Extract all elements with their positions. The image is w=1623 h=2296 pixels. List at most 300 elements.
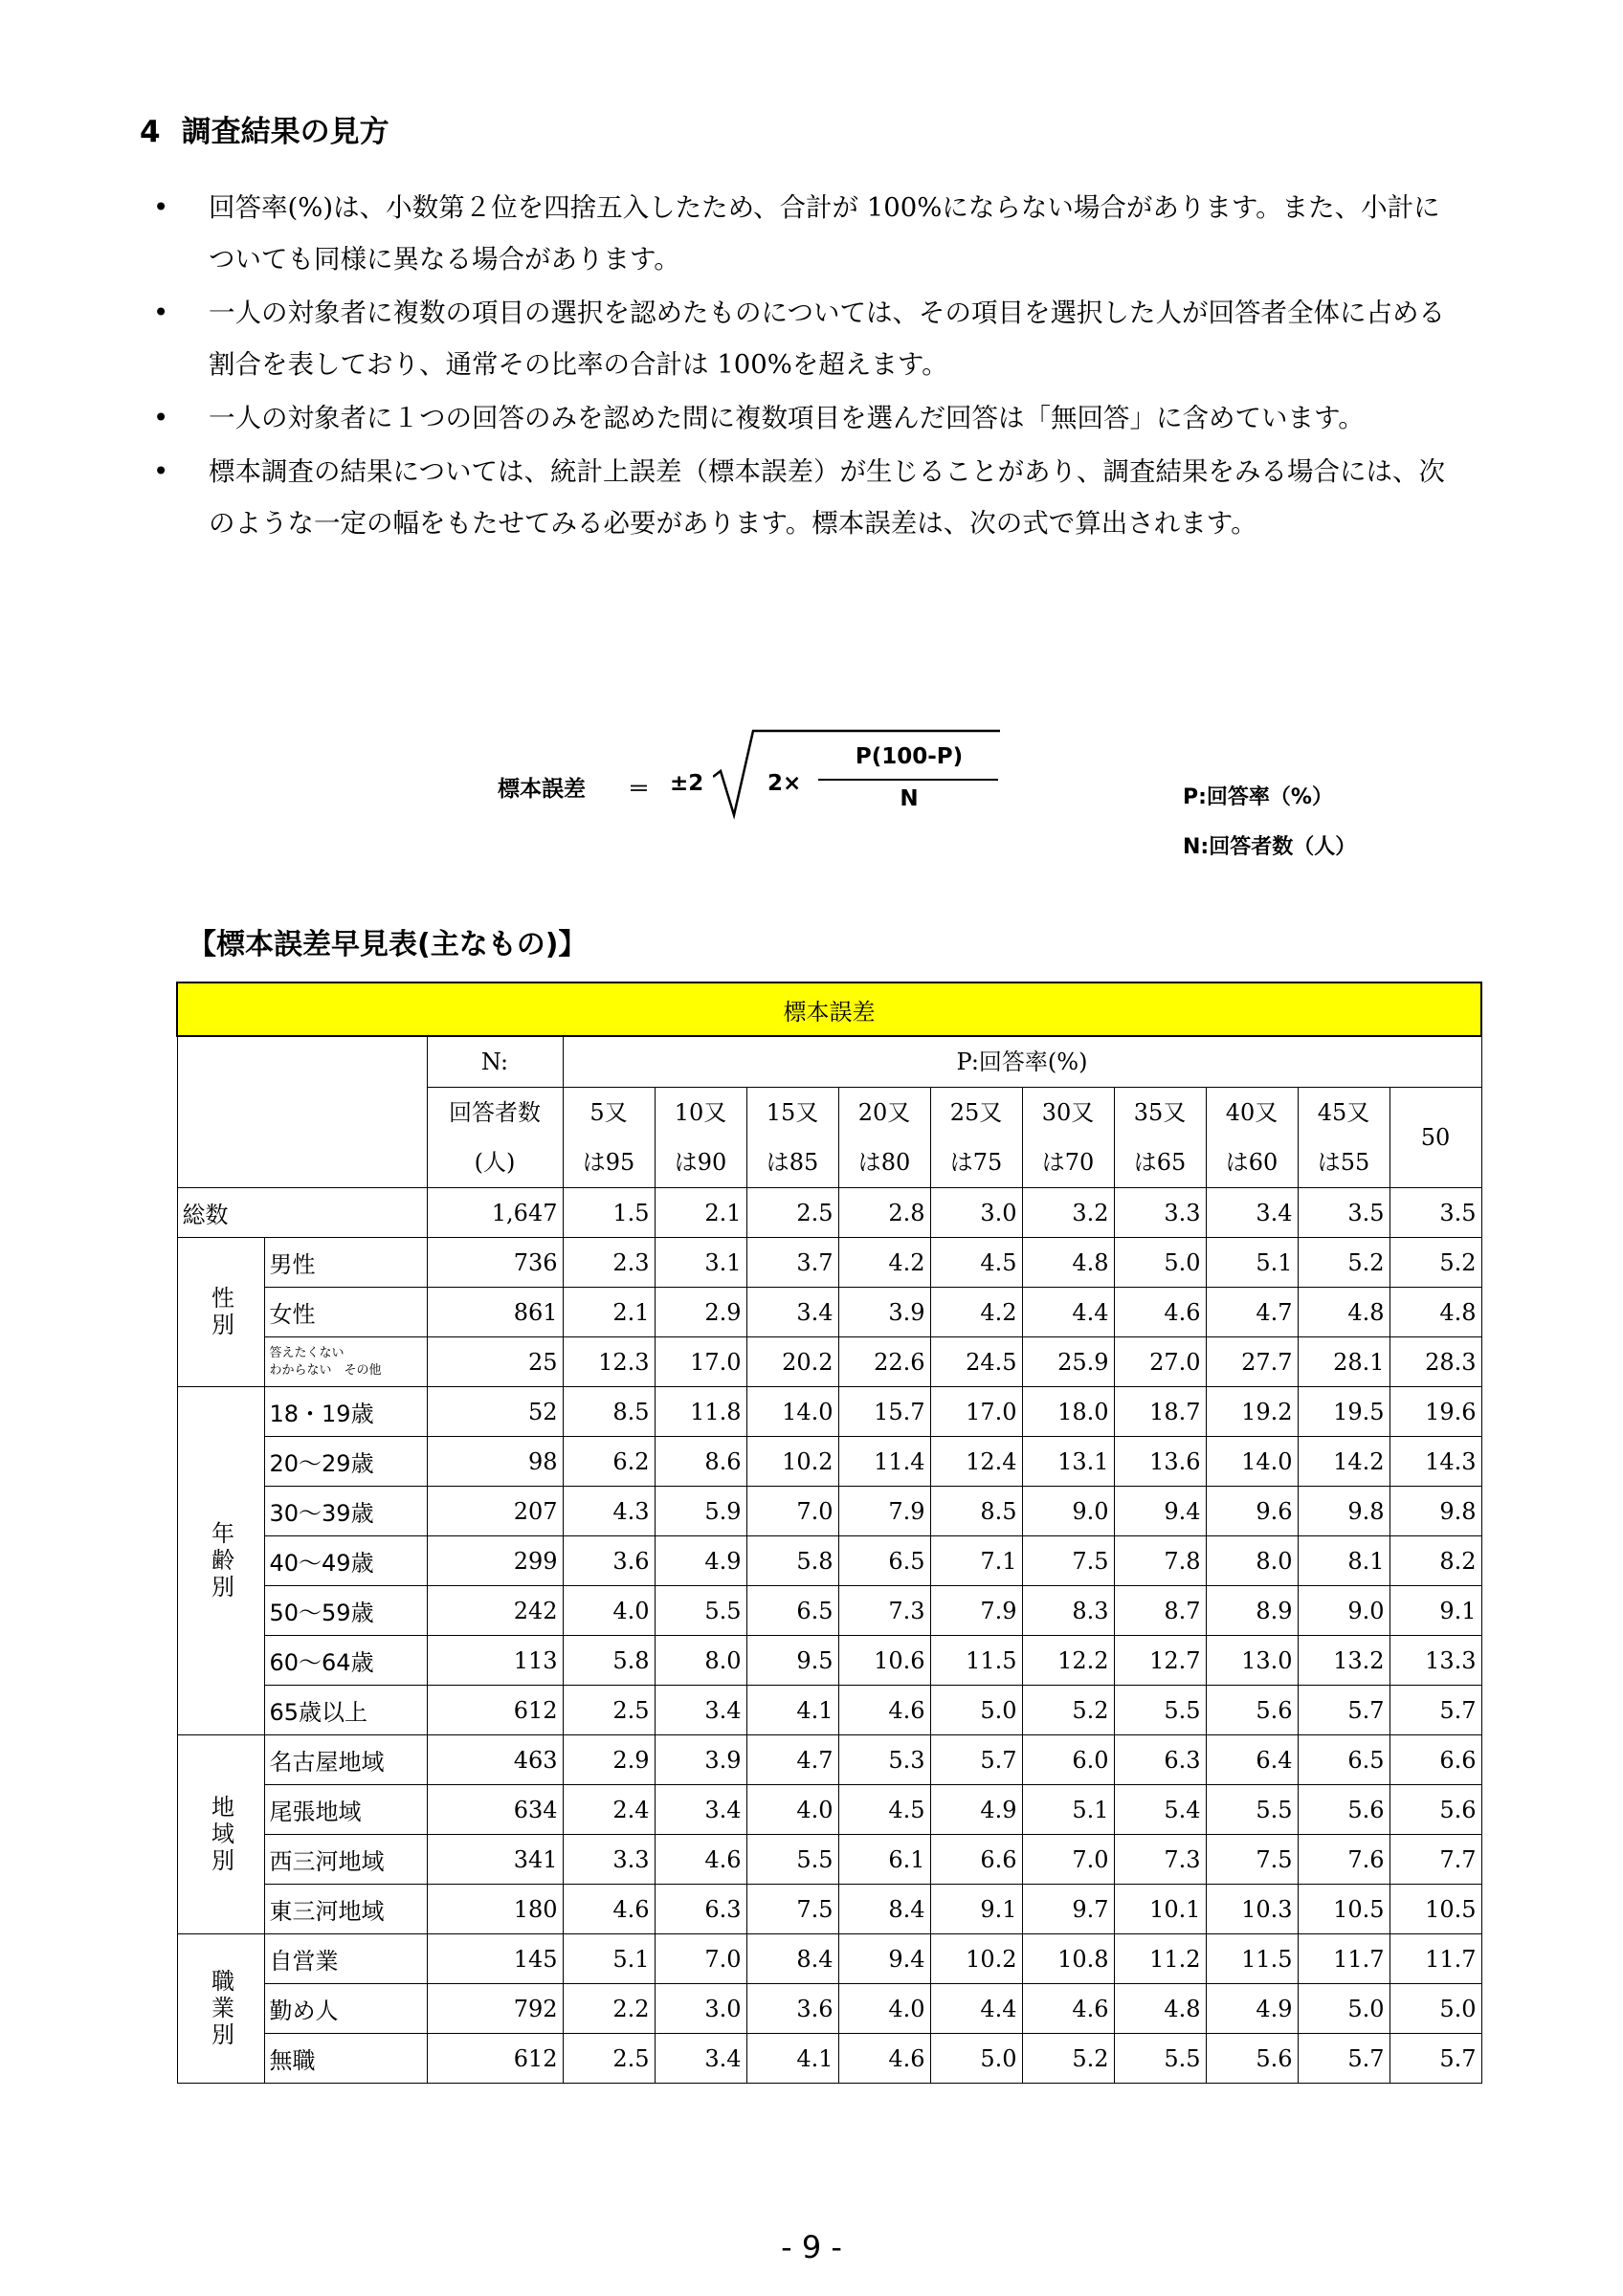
p-column-header [1114,1088,1206,1188]
value-cell: 5.1 [1022,1785,1114,1835]
value-cell: 3.4 [1206,1188,1298,1238]
row-label: 18・19歳 [264,1387,427,1437]
value-cell: 3.6 [746,1984,838,2034]
value-cell: 7.5 [746,1885,838,1934]
row-n: 612 [427,2034,563,2084]
table-row-total [177,1188,1481,1238]
value-cell: 5.2 [1022,2034,1114,2084]
table-row [177,1487,1481,1536]
value-cell: 3.2 [1022,1188,1114,1238]
value-cell: 5.5 [655,1586,746,1636]
section-heading [140,107,389,150]
p-column-bot: は70 [1041,1149,1095,1176]
value-cell: 14.0 [746,1387,838,1437]
value-cell: 11.7 [1390,1934,1481,1984]
header-corner [177,1036,427,1188]
row-n: 299 [427,1536,563,1586]
value-cell: 8.2 [1390,1536,1481,1586]
p-column-bot: は90 [674,1149,727,1176]
value-cell: 3.3 [563,1835,655,1885]
n-header-bot: (人) [474,1149,516,1176]
value-cell: 18.0 [1022,1387,1114,1437]
p-column-header [563,1088,655,1188]
value-cell: 12.2 [1022,1636,1114,1686]
p-column-header [1298,1088,1390,1188]
bullet-item [153,287,1455,390]
section-number: 4 [140,115,161,149]
row-n: 612 [427,1686,563,1735]
value-cell: 2.1 [655,1188,746,1238]
table-row [177,2034,1481,2084]
row-label: 男性 [264,1238,427,1288]
value-cell: 8.9 [1206,1586,1298,1636]
row-label: 50～59歳 [264,1586,427,1636]
p-column-bot: は55 [1317,1149,1370,1176]
bullet-list [153,182,1455,551]
value-cell: 11.5 [1206,1934,1298,1984]
value-cell: 9.4 [838,1934,930,1984]
value-cell: 3.0 [930,1188,1022,1238]
value-cell: 4.1 [746,1686,838,1735]
value-cell: 22.6 [838,1337,930,1387]
value-cell: 5.7 [1390,1686,1481,1735]
row-label: 30～39歳 [264,1487,427,1536]
value-cell: 3.7 [746,1238,838,1288]
category-text: 職業別 [207,1968,234,2049]
value-cell: 15.7 [838,1387,930,1437]
value-cell: 2.9 [655,1288,746,1337]
value-cell: 7.1 [930,1536,1022,1586]
p-column-top: 20又 [857,1099,911,1126]
value-cell: 7.3 [838,1586,930,1636]
n-header-cell [427,1088,563,1188]
value-cell: 6.1 [838,1835,930,1885]
bullet-dot: • [153,403,169,433]
value-cell: 6.3 [1114,1735,1206,1785]
table-row [177,1686,1481,1735]
bullet-item [153,392,1455,444]
value-cell: 7.7 [1390,1835,1481,1885]
value-cell: 5.6 [1206,2034,1298,2084]
value-cell: 4.5 [838,1785,930,1835]
value-cell: 20.2 [746,1337,838,1387]
row-label-line1: 答えたくない [269,1345,345,1360]
category-text: 地域別 [207,1794,234,1875]
row-n: 180 [427,1885,563,1934]
value-cell: 2.4 [563,1785,655,1835]
table-row [177,1785,1481,1835]
bullet-dot: • [153,298,169,328]
value-cell: 9.1 [930,1885,1022,1934]
value-cell: 7.9 [838,1487,930,1536]
row-label: 名古屋地域 [264,1735,427,1785]
value-cell: 5.6 [1298,1785,1390,1835]
value-cell: 6.5 [1298,1735,1390,1785]
value-cell: 5.5 [1206,1785,1298,1835]
value-cell: 5.9 [655,1487,746,1536]
value-cell: 3.0 [655,1984,746,2034]
value-cell: 5.0 [1298,1984,1390,2034]
bullet-item [153,182,1455,285]
p-column-top: 30又 [1041,1099,1095,1126]
p-column-bot: は85 [766,1149,819,1176]
formula-equals: ＝ [628,777,650,802]
value-cell: 4.1 [746,2034,838,2084]
row-n: 861 [427,1288,563,1337]
formula-label: 標本誤差 [498,777,586,802]
value-cell: 10.1 [1114,1885,1206,1934]
row-label: 西三河地域 [264,1835,427,1885]
table-row [177,1437,1481,1487]
row-label: 20～29歳 [264,1437,427,1487]
category-label [177,1934,264,2084]
value-cell: 6.5 [746,1586,838,1636]
value-cell: 4.6 [1114,1288,1206,1337]
value-cell: 8.6 [655,1437,746,1487]
p-column-top: 25又 [949,1099,1003,1126]
value-cell: 6.2 [563,1437,655,1487]
value-cell: 4.5 [930,1238,1022,1288]
p-column-bot: は95 [582,1149,635,1176]
value-cell: 4.6 [655,1835,746,1885]
legend-p: P:回答率（%） [1183,785,1333,809]
value-cell: 5.2 [1298,1238,1390,1288]
row-n: 634 [427,1785,563,1835]
bullet-text: 一人の対象者に１つの回答のみを認めた問に複数項目を選んだ回答は「無回答」に含めています。 [209,403,1365,433]
value-cell: 4.6 [563,1885,655,1934]
value-cell: 5.5 [746,1835,838,1885]
row-label: 尾張地域 [264,1785,427,1835]
p-header: P:回答率(%) [563,1036,1481,1088]
row-label: 60～64歳 [264,1636,427,1686]
value-cell: 2.3 [563,1238,655,1288]
p-column-header [1206,1088,1298,1188]
category-text: 年齢別 [207,1520,234,1601]
standard-error-table [176,982,1482,2084]
p-column-top: 10又 [674,1099,727,1126]
value-cell: 5.5 [1114,2034,1206,2084]
row-label: 自営業 [264,1934,427,1984]
value-cell: 5.7 [1298,1686,1390,1735]
formula-two-times: 2× [767,771,802,796]
value-cell: 8.5 [563,1387,655,1437]
value-cell: 8.4 [838,1885,930,1934]
row-n: 52 [427,1387,563,1437]
value-cell: 6.3 [655,1885,746,1934]
category-text: 性別 [207,1285,234,1339]
row-label: 総数 [177,1188,427,1238]
value-cell: 7.0 [1022,1835,1114,1885]
p-column-top: 5又 [589,1099,628,1126]
table-row [177,1934,1481,1984]
value-cell: 2.9 [563,1735,655,1785]
value-cell: 11.2 [1114,1934,1206,1984]
value-cell: 7.5 [1022,1536,1114,1586]
table-header-row [177,1036,1481,1088]
value-cell: 13.2 [1298,1636,1390,1686]
value-cell: 6.6 [1390,1735,1481,1785]
value-cell: 4.7 [746,1735,838,1785]
table-row [177,1288,1481,1337]
row-n: 341 [427,1835,563,1885]
category-label [177,1238,264,1387]
value-cell: 4.4 [930,1984,1022,2034]
value-cell: 5.2 [1390,1238,1481,1288]
value-cell: 13.0 [1206,1636,1298,1686]
row-n: 242 [427,1586,563,1636]
value-cell: 7.5 [1206,1835,1298,1885]
value-cell: 24.5 [930,1337,1022,1387]
value-cell: 5.0 [1390,1984,1481,2034]
value-cell: 9.0 [1022,1487,1114,1536]
row-label: 無職 [264,2034,427,2084]
value-cell: 9.1 [1390,1586,1481,1636]
n-header-top: N: [427,1036,563,1088]
row-n: 25 [427,1337,563,1387]
value-cell: 5.1 [1206,1238,1298,1288]
value-cell: 5.8 [746,1536,838,1586]
value-cell: 8.4 [746,1934,838,1984]
table-row [177,1387,1481,1437]
value-cell: 10.2 [930,1934,1022,1984]
value-cell: 5.7 [930,1735,1022,1785]
value-cell: 27.0 [1114,1337,1206,1387]
value-cell: 25.9 [1022,1337,1114,1387]
value-cell: 11.7 [1298,1934,1390,1984]
value-cell: 9.8 [1298,1487,1390,1536]
value-cell: 4.6 [838,1686,930,1735]
value-cell: 2.2 [563,1984,655,2034]
value-cell: 8.5 [930,1487,1022,1536]
value-cell: 4.8 [1298,1288,1390,1337]
value-cell: 3.5 [1298,1188,1390,1238]
bullet-dot: • [153,192,169,223]
p-column-header [746,1088,838,1188]
value-cell: 13.1 [1022,1437,1114,1487]
table-row [177,1337,1481,1387]
table-title: 【標本誤差早見表(主なもの)】 [188,928,588,961]
value-cell: 4.2 [930,1288,1022,1337]
value-cell: 3.4 [655,1785,746,1835]
page-number: - 9 - [781,2229,842,2265]
value-cell: 9.0 [1298,1586,1390,1636]
value-cell: 19.6 [1390,1387,1481,1437]
value-cell: 10.3 [1206,1885,1298,1934]
value-cell: 9.5 [746,1636,838,1686]
bullet-text: 回答率(%)は、小数第２位を四捨五入したため、合計が 100%にならない場合があります。また、小計についても同様に異なる場合があります。 [209,192,1440,275]
table-row [177,1536,1481,1586]
value-cell: 4.0 [563,1586,655,1636]
value-cell: 7.3 [1114,1835,1206,1885]
value-cell: 4.9 [930,1785,1022,1835]
value-cell: 5.6 [1206,1686,1298,1735]
value-cell: 3.4 [655,1686,746,1735]
p-column-top: 35又 [1133,1099,1187,1126]
value-cell: 3.4 [655,2034,746,2084]
category-label [177,1387,264,1735]
value-cell: 9.4 [1114,1487,1206,1536]
value-cell: 6.4 [1206,1735,1298,1785]
n-header-mid: 回答者数 [449,1099,541,1126]
value-cell: 4.0 [746,1785,838,1835]
value-cell: 4.9 [1206,1984,1298,2034]
value-cell: 3.6 [563,1536,655,1586]
formula-denominator: N [900,786,919,811]
value-cell: 18.7 [1114,1387,1206,1437]
value-cell: 3.9 [655,1735,746,1785]
value-cell: 4.9 [655,1536,746,1586]
value-cell: 5.0 [1114,1238,1206,1288]
table-banner-row [177,982,1481,1036]
row-label: 女性 [264,1288,427,1337]
value-cell: 7.0 [655,1934,746,1984]
value-cell: 13.6 [1114,1437,1206,1487]
value-cell: 14.2 [1298,1437,1390,1487]
value-cell: 10.2 [746,1437,838,1487]
table-row [177,1885,1481,1934]
value-cell: 4.6 [838,2034,930,2084]
value-cell: 5.0 [930,2034,1022,2084]
value-cell: 4.3 [563,1487,655,1536]
row-label: 65歳以上 [264,1686,427,1735]
value-cell: 3.9 [838,1288,930,1337]
row-label-line2: わからない その他 [269,1362,382,1378]
value-cell: 11.5 [930,1636,1022,1686]
value-cell: 4.8 [1114,1984,1206,2034]
table-row [177,1636,1481,1686]
value-cell: 5.2 [1022,1686,1114,1735]
value-cell: 8.1 [1298,1536,1390,1586]
p-column-header [930,1088,1022,1188]
value-cell: 2.1 [563,1288,655,1337]
value-cell: 2.5 [746,1188,838,1238]
value-cell: 1.5 [563,1188,655,1238]
value-cell: 5.4 [1114,1785,1206,1835]
value-cell: 12.3 [563,1337,655,1387]
value-cell: 10.6 [838,1636,930,1686]
value-cell: 10.8 [1022,1934,1114,1984]
value-cell: 7.0 [746,1487,838,1536]
row-n: 463 [427,1735,563,1785]
value-cell: 3.3 [1114,1188,1206,1238]
table-row [177,1238,1481,1288]
value-cell: 5.7 [1298,2034,1390,2084]
value-cell: 9.7 [1022,1885,1114,1934]
category-label [177,1735,264,1934]
value-cell: 5.3 [838,1735,930,1785]
value-cell: 6.0 [1022,1735,1114,1785]
value-cell: 28.3 [1390,1337,1481,1387]
value-cell: 4.6 [1022,1984,1114,2034]
value-cell: 14.0 [1206,1437,1298,1487]
value-cell: 10.5 [1298,1885,1390,1934]
value-cell: 4.4 [1022,1288,1114,1337]
value-cell: 4.8 [1390,1288,1481,1337]
p-column-bot: は75 [949,1149,1003,1176]
table-banner: 標本誤差 [177,982,1481,1036]
value-cell: 8.0 [655,1636,746,1686]
row-label: 東三河地域 [264,1885,427,1934]
value-cell: 11.8 [655,1387,746,1437]
value-cell: 2.5 [563,2034,655,2084]
p-column-top: 45又 [1317,1099,1370,1126]
value-cell: 4.7 [1206,1288,1298,1337]
row-n: 113 [427,1636,563,1686]
p-column-header [1390,1088,1481,1188]
value-cell: 13.3 [1390,1636,1481,1686]
value-cell: 7.6 [1298,1835,1390,1885]
value-cell: 7.9 [930,1586,1022,1636]
value-cell: 8.0 [1206,1536,1298,1586]
value-cell: 11.4 [838,1437,930,1487]
table-row [177,1835,1481,1885]
table-row [177,1586,1481,1636]
value-cell: 5.1 [563,1934,655,1984]
table-row [177,1735,1481,1785]
row-n: 1,647 [427,1188,563,1238]
row-label [264,1337,427,1387]
bullet-item [153,446,1455,549]
value-cell: 3.5 [1390,1188,1481,1238]
value-cell: 3.4 [746,1288,838,1337]
p-column-header [1022,1088,1114,1188]
value-cell: 3.1 [655,1238,746,1288]
value-cell: 19.2 [1206,1387,1298,1437]
formula-plusminus: ±2 [670,771,704,796]
bullet-dot: • [153,456,169,487]
row-n: 792 [427,1984,563,2034]
row-n: 207 [427,1487,563,1536]
value-cell: 10.5 [1390,1885,1481,1934]
value-cell: 5.0 [930,1686,1022,1735]
legend-n: N:回答者数（人） [1183,835,1357,859]
p-column-bot: は65 [1133,1149,1187,1176]
value-cell: 6.5 [838,1536,930,1586]
value-cell: 9.6 [1206,1487,1298,1536]
value-cell: 27.7 [1206,1337,1298,1387]
value-cell: 8.3 [1022,1586,1114,1636]
value-cell: 28.1 [1298,1337,1390,1387]
row-n: 736 [427,1238,563,1288]
value-cell: 2.5 [563,1686,655,1735]
value-cell: 19.5 [1298,1387,1390,1437]
value-cell: 4.2 [838,1238,930,1288]
value-cell: 2.8 [838,1188,930,1238]
value-cell: 4.8 [1022,1238,1114,1288]
value-cell: 12.7 [1114,1636,1206,1686]
value-cell: 17.0 [930,1387,1022,1437]
row-label: 40～49歳 [264,1536,427,1586]
p-column-header [838,1088,930,1188]
p-column-bot: は80 [857,1149,911,1176]
value-cell: 6.6 [930,1835,1022,1885]
fraction-line [818,779,998,781]
value-cell: 9.8 [1390,1487,1481,1536]
p-column-top: 50 [1420,1124,1451,1151]
p-column-bot: は60 [1225,1149,1278,1176]
value-cell: 5.6 [1390,1785,1481,1835]
bullet-text: 一人の対象者に複数の項目の選択を認めたものについては、その項目を選択した人が回答者全体に占める割合を表しており、通常その比率の合計は 100%を超えます。 [209,298,1445,380]
p-column-top: 15又 [766,1099,819,1126]
p-column-header [655,1088,746,1188]
value-cell: 17.0 [655,1337,746,1387]
value-cell: 12.4 [930,1437,1022,1487]
value-cell: 7.8 [1114,1536,1206,1586]
row-n: 145 [427,1934,563,1984]
value-cell: 5.7 [1390,2034,1481,2084]
value-cell: 14.3 [1390,1437,1481,1487]
row-n: 98 [427,1437,563,1487]
